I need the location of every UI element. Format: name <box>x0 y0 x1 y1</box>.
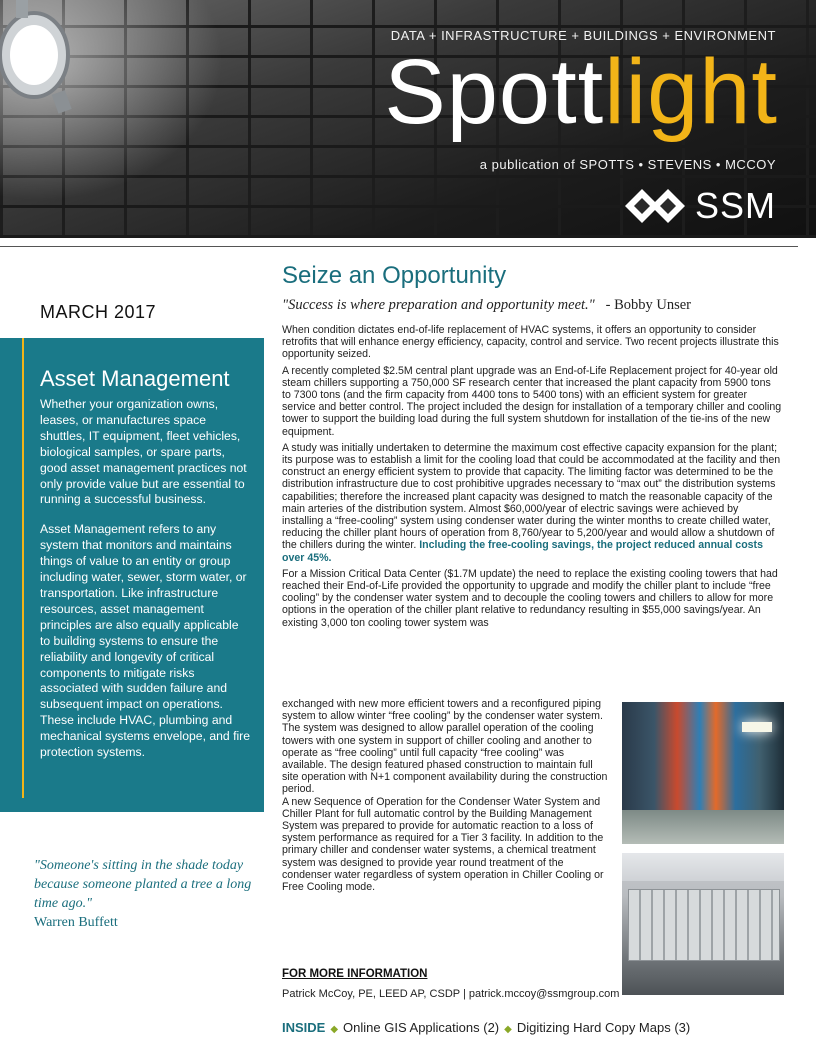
article-body <box>282 324 782 633</box>
sidebar-quote-author: Warren Buffett <box>34 915 118 930</box>
more-info-heading: FOR MORE INFORMATION <box>282 968 428 980</box>
sidebar-paragraph: Asset Management refers to any system that monitors and maintains things of value to an entity or group including water, sewer, storm water, or transportation. Like infrastructure resources, asset management principles are also equally applicable to building systems to ensure the reliability and longevity of critical components to mitigate risks associated with sudden failure and subsequent impact on operations. These include HVAC, plumbing and mechanical systems envelope, and fire protection systems. <box>40 522 251 760</box>
cooling-tower-grid <box>628 889 780 961</box>
diamond-bullet-icon: ◆ <box>504 1024 512 1035</box>
masthead-banner <box>0 0 816 238</box>
diamond-bullet-icon: ◆ <box>330 1024 339 1035</box>
contact-line: Patrick McCoy, PE, LEED AP, CSDP | patrick.mccoy@ssmgroup.com <box>282 988 620 1000</box>
article-highlight: Including the free-cooling savings, the project reduced annual costs over 45%. <box>282 539 763 564</box>
header-divider <box>0 246 798 247</box>
inside-item[interactable]: Digitizing Hard Copy Maps (3) <box>516 1020 691 1035</box>
photo-floor <box>622 810 784 844</box>
sidebar-title: Asset Management <box>40 366 230 391</box>
sidebar-paragraph: Whether your organization owns, leases, or manufactures space shuttles, IT equipment, fleet vehicles, biological samples, or spare parts, good asset management practices not only provide value but are essential to running a successful business. <box>40 397 247 507</box>
ceiling-light <box>742 722 772 732</box>
brand-white-part: Spott <box>384 41 605 143</box>
brand-yellow-part: light <box>604 41 778 143</box>
article-paragraph: A new Sequence of Operation for the Condenser Water System and Chiller Plant for full automatic control by the Building Management System was prepared to provide for automatic reaction to a loss of system performance as required for a Tier 3 facility. In addition to the primary chiller and condenser water systems, a chemical treatment system was designed to provide year round treatment of the condenser water regardless of system operation in Chiller Cooling or Free Cooling mode. <box>282 795 604 894</box>
publication-line: a publication of SPOTTS • STEVENS • MCCOY <box>479 157 776 172</box>
newsletter-title <box>384 41 778 143</box>
article-paragraph: exchanged with new more efficient towers and a reconfigured piping system to allow winter “free cooling” by the condenser water system. The system was designed to allow parallel operation of the cooling towers with one system in support of chiller cooling and another to operate as “free cooling” until full capacity “free cooling” was available. The design featured phased construction to maintain full site operation with N+1 component availability during the construction period. <box>282 698 608 796</box>
article-title: Seize an Opportunity <box>282 262 507 289</box>
photo-sky <box>622 853 784 881</box>
chiller-plant-photo <box>622 702 784 844</box>
article-wrap-body <box>282 698 608 893</box>
ssm-logo <box>625 185 776 226</box>
cooling-tower-photo <box>622 853 784 995</box>
ssm-logo-mark-icon <box>625 189 685 223</box>
article-quote-text: "Success is where preparation and opportunity meet." <box>282 297 595 313</box>
article-paragraph <box>282 442 782 564</box>
tagline: DATA + INFRASTRUCTURE + BUILDINGS + ENVIRONMENT <box>390 28 776 43</box>
article-quote <box>282 297 691 314</box>
article-paragraph: When condition dictates end-of-life replacement of HVAC systems, it offers an opportunity to consider retrofits that will enhance energy efficiency, capacity, control and service. Two recent projects illustrate this opportunity seized. <box>282 324 779 361</box>
spotlight-lamp-icon <box>0 0 84 120</box>
inside-footer <box>282 1020 690 1035</box>
sidebar-quote <box>34 856 258 932</box>
issue-date: MARCH 2017 <box>40 302 157 322</box>
article-paragraph-text: A study was initially undertaken to determine the maximum cost effective capacity expansion for the plant; its purpose was to establish a limit for the cooling load that could be accommodated at the facility and then construct an energy efficient system to provide that capacity. The limiting factor was determined to be the distribution infrastructure due to cost prohibitive upgrades necessary to “max out” the distribution systems capabilities; therefore the increased plant capacity was designed to match the reasonable capacity of the main arteries of the distribution system. Almost $60,000/year of electric savings were achieved by installing a “free-cooling” system using condenser water during the winter months to create chilled water, reducing the chiller plant hours of operation from 8,760/year to 5,200/year and would allow a shutdown of the chillers during the winter. <box>282 441 781 552</box>
sidebar-body <box>40 397 250 775</box>
article-paragraph: A recently completed $2.5M central plant upgrade was an End-of-Life Replacement project for 40-year old steam chillers supporting a 750,000 SF research center that increased the plant capacity from 5900 tons to 7300 tons (and the firm capacity from 4400 tons to 5400 tons) with an efficient system for greater service and better control. The project included the design for installation of a temporary chiller and cooling tower to support the building load during the full system shutdown for installation of the tie-ins of the new equipment. <box>282 364 782 438</box>
sidebar-quote-text: "Someone's sitting in the shade today because someone planted a tree a long time ago." <box>34 858 252 911</box>
inside-label: INSIDE <box>282 1020 326 1035</box>
sidebar-accent-line <box>22 338 24 798</box>
article-quote-author: - Bobby Unser <box>602 297 692 313</box>
inside-item[interactable]: Online GIS Applications (2) <box>343 1020 500 1035</box>
logo-text: SSM <box>694 185 776 226</box>
article-paragraph: For a Mission Critical Data Center ($1.7M update) the need to replace the existing cooling towers that had reached their End-of-Life provided the opportunity to upgrade and modify the chiller plant to include “free cooling” by the condenser water system and to decouple the cooling towers and chillers to allow for more options in the operation of the chiller plant relative to redundancy resulting in $55,000 savings/year. An existing 3,000 ton cooling tower system was <box>282 567 778 629</box>
